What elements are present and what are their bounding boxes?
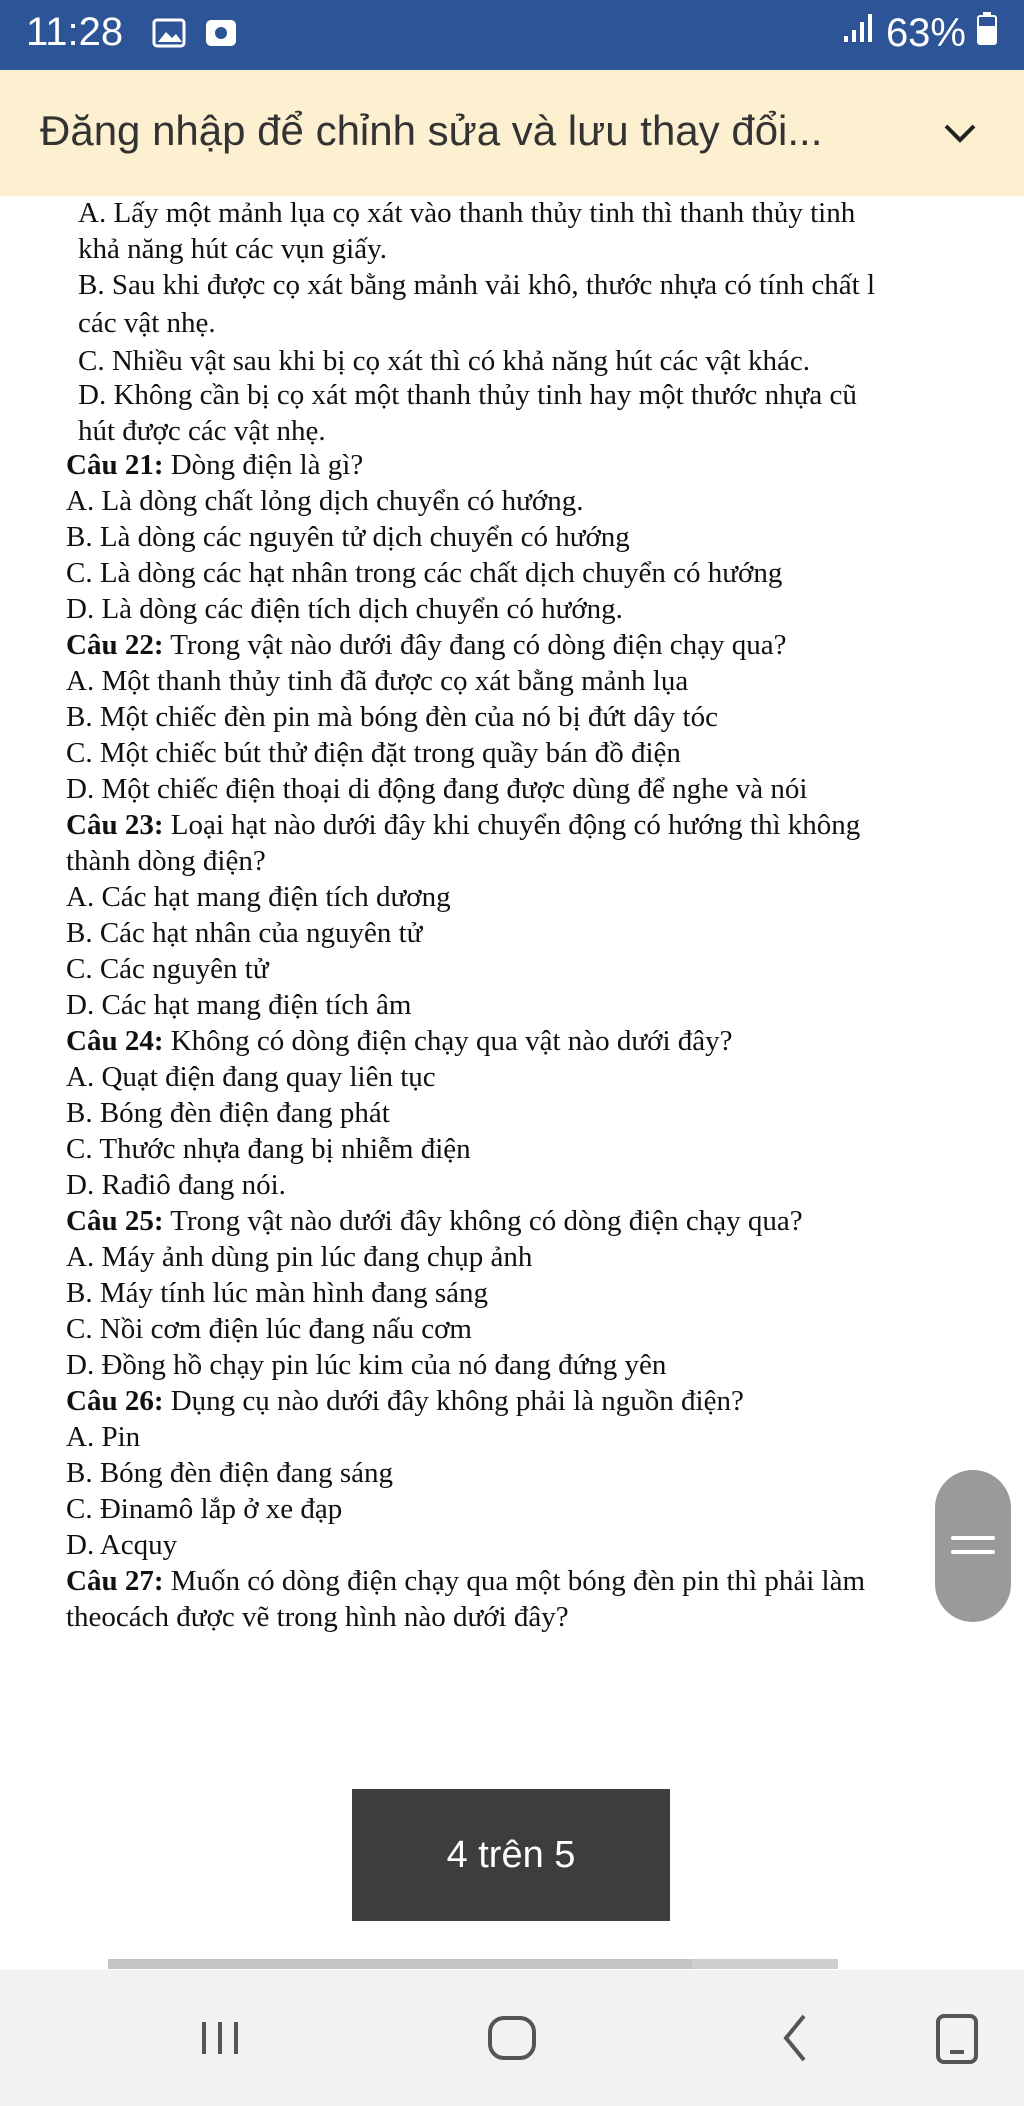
text-line bbox=[66, 1528, 177, 1562]
text-line bbox=[66, 1492, 342, 1526]
text-line bbox=[66, 1348, 666, 1382]
line-text: C. Đinamô lắp ở xe đạp bbox=[66, 1493, 343, 1525]
question-line bbox=[66, 628, 787, 662]
line-text: A. Máy ảnh dùng pin lúc đang chụp ảnh bbox=[66, 1241, 533, 1273]
line-text: Muốn có dòng điện chạy qua một bóng đèn pin thì phải làm bbox=[163, 1565, 866, 1597]
battery-percent: 63% bbox=[885, 10, 966, 55]
text-line bbox=[66, 556, 782, 590]
text-line bbox=[78, 306, 216, 340]
text-line bbox=[66, 592, 623, 626]
back-icon[interactable] bbox=[776, 1998, 816, 2083]
line-text: Dòng điện là gì? bbox=[163, 449, 364, 481]
question-number: Câu 24: bbox=[66, 1025, 164, 1057]
line-text: theocách được vẽ trong hình nào dưới đây? bbox=[66, 1601, 569, 1633]
line-text: D. Các hạt mang điện tích âm bbox=[66, 989, 412, 1021]
text-line bbox=[78, 196, 855, 230]
line-text: B. Sau khi được cọ xát bằng mảnh vải khô, thước nhựa có tính chất l bbox=[78, 269, 876, 301]
question-line bbox=[66, 1564, 865, 1598]
keyboard-icon[interactable] bbox=[932, 1998, 982, 2083]
line-text: khả năng hút các vụn giấy. bbox=[78, 233, 387, 265]
question-number: Câu 26: bbox=[66, 1385, 164, 1417]
text-line bbox=[78, 232, 387, 266]
text-line bbox=[66, 1276, 488, 1310]
text-line bbox=[78, 268, 875, 302]
banner-text: Đăng nhập để chỉnh sửa và lưu thay đổi... bbox=[40, 107, 823, 154]
battery-icon bbox=[976, 10, 998, 56]
line-text: D. Là dòng các điện tích dịch chuyển có hướng. bbox=[66, 593, 623, 625]
text-line bbox=[66, 916, 422, 950]
text-line bbox=[78, 414, 326, 448]
text-line bbox=[66, 664, 688, 698]
text-line bbox=[66, 988, 411, 1022]
line-text: các vật nhẹ. bbox=[78, 307, 216, 339]
chevron-down-icon[interactable] bbox=[940, 114, 980, 159]
line-text: C. Thước nhựa đang bị nhiễm điện bbox=[66, 1133, 471, 1165]
signal-icon bbox=[840, 10, 876, 56]
line-text: B. Máy tính lúc màn hình đang sáng bbox=[66, 1277, 489, 1309]
login-banner[interactable] bbox=[0, 70, 1024, 196]
line-text: D. Một chiếc điện thoại di động đang được dùng để nghe và nói bbox=[66, 773, 808, 805]
text-line bbox=[66, 772, 807, 806]
text-line bbox=[66, 736, 681, 770]
question-number: Câu 27: bbox=[66, 1565, 164, 1597]
line-text: Không có dòng điện chạy qua vật nào dưới đây? bbox=[163, 1025, 733, 1057]
line-text: A. Các hạt mang điện tích dương bbox=[66, 881, 451, 913]
scroll-handle[interactable] bbox=[935, 1470, 1011, 1622]
page-indicator: 4 trên 5 bbox=[352, 1789, 670, 1921]
line-text: Trong vật nào dưới đây không có dòng điện chạy qua? bbox=[163, 1205, 803, 1237]
text-line bbox=[66, 1096, 390, 1130]
text-line bbox=[66, 700, 718, 734]
document-page bbox=[0, 196, 1024, 1966]
line-text: B. Bóng đèn điện đang phát bbox=[66, 1097, 390, 1129]
recent-apps-icon[interactable] bbox=[196, 1998, 244, 2083]
question-number: Câu 23: bbox=[66, 809, 164, 841]
line-text: C. Nồi cơm điện lúc đang nấu cơm bbox=[66, 1313, 472, 1345]
text-line bbox=[66, 1240, 532, 1274]
text-line bbox=[66, 1456, 393, 1490]
text-line bbox=[66, 1060, 436, 1094]
text-line bbox=[66, 844, 266, 878]
line-text: A. Lấy một mảnh lụa cọ xát vào thanh thủy tinh thì thanh thủy tinh bbox=[78, 197, 856, 229]
text-line bbox=[66, 1600, 569, 1634]
line-text: B. Một chiếc đèn pin mà bóng đèn của nó bị đứt dây tóc bbox=[66, 701, 718, 733]
line-text: C. Các nguyên tử bbox=[66, 953, 269, 985]
line-text: C. Nhiều vật sau khi bị cọ xát thì có khả năng hút các vật khác. bbox=[78, 345, 811, 377]
line-text: A. Quạt điện đang quay liên tục bbox=[66, 1061, 436, 1093]
line-text: thành dòng điện? bbox=[66, 845, 266, 877]
status-bar bbox=[0, 0, 1024, 70]
question-line bbox=[66, 1024, 733, 1058]
navigation-bar bbox=[0, 1970, 1024, 2106]
text-line bbox=[66, 1312, 472, 1346]
text-line bbox=[78, 378, 857, 412]
question-number: Câu 22: bbox=[66, 629, 164, 661]
question-line bbox=[66, 448, 363, 482]
line-text: D. Đồng hồ chạy pin lúc kim của nó đang đứng yên bbox=[66, 1349, 667, 1381]
text-line bbox=[66, 880, 451, 914]
text-line bbox=[78, 344, 810, 378]
text-line bbox=[66, 1168, 286, 1202]
line-text: hút được các vật nhẹ. bbox=[78, 415, 326, 447]
line-text: A. Một thanh thủy tinh đã được cọ xát bằng mảnh lụa bbox=[66, 665, 689, 697]
text-line bbox=[66, 1420, 140, 1454]
question-line bbox=[66, 1384, 744, 1418]
home-icon[interactable] bbox=[482, 1998, 542, 2083]
line-text: D. Acquy bbox=[66, 1529, 178, 1561]
line-text: Dụng cụ nào dưới đây không phải là nguồn điện? bbox=[163, 1385, 744, 1417]
line-text: B. Các hạt nhân của nguyên tử bbox=[66, 917, 423, 949]
text-line bbox=[66, 952, 269, 986]
text-line bbox=[66, 484, 583, 518]
question-number: Câu 25: bbox=[66, 1205, 164, 1237]
line-text: C. Một chiếc bút thử điện đặt trong quầy bán đồ điện bbox=[66, 737, 681, 769]
record-icon bbox=[204, 16, 238, 55]
line-text: Trong vật nào dưới đây đang có dòng điện chạy qua? bbox=[163, 629, 787, 661]
page-progress bbox=[108, 1959, 838, 1969]
line-text: B. Bóng đèn điện đang sáng bbox=[66, 1457, 394, 1489]
line-text: Loại hạt nào dưới đây khi chuyển động có hướng thì không bbox=[163, 809, 861, 841]
line-text: D. Không cần bị cọ xát một thanh thủy tinh hay một thước nhựa cũ bbox=[78, 379, 857, 411]
line-text: C. Là dòng các hạt nhân trong các chất dịch chuyển có hướng bbox=[66, 557, 783, 589]
line-text: A. Pin bbox=[66, 1421, 141, 1453]
line-text: D. Rađiô đang nói. bbox=[66, 1169, 286, 1201]
page-progress-fill bbox=[108, 1959, 692, 1969]
line-text: A. Là dòng chất lỏng dịch chuyển có hướng. bbox=[66, 485, 584, 517]
line-text: B. Là dòng các nguyên tử dịch chuyển có hướng bbox=[66, 521, 630, 553]
text-line bbox=[66, 1132, 471, 1166]
text-line bbox=[66, 520, 630, 554]
question-line bbox=[66, 1204, 803, 1238]
question-number: Câu 21: bbox=[66, 449, 164, 481]
status-time: 11:28 bbox=[26, 10, 124, 54]
image-icon bbox=[152, 16, 186, 55]
question-line bbox=[66, 808, 860, 842]
